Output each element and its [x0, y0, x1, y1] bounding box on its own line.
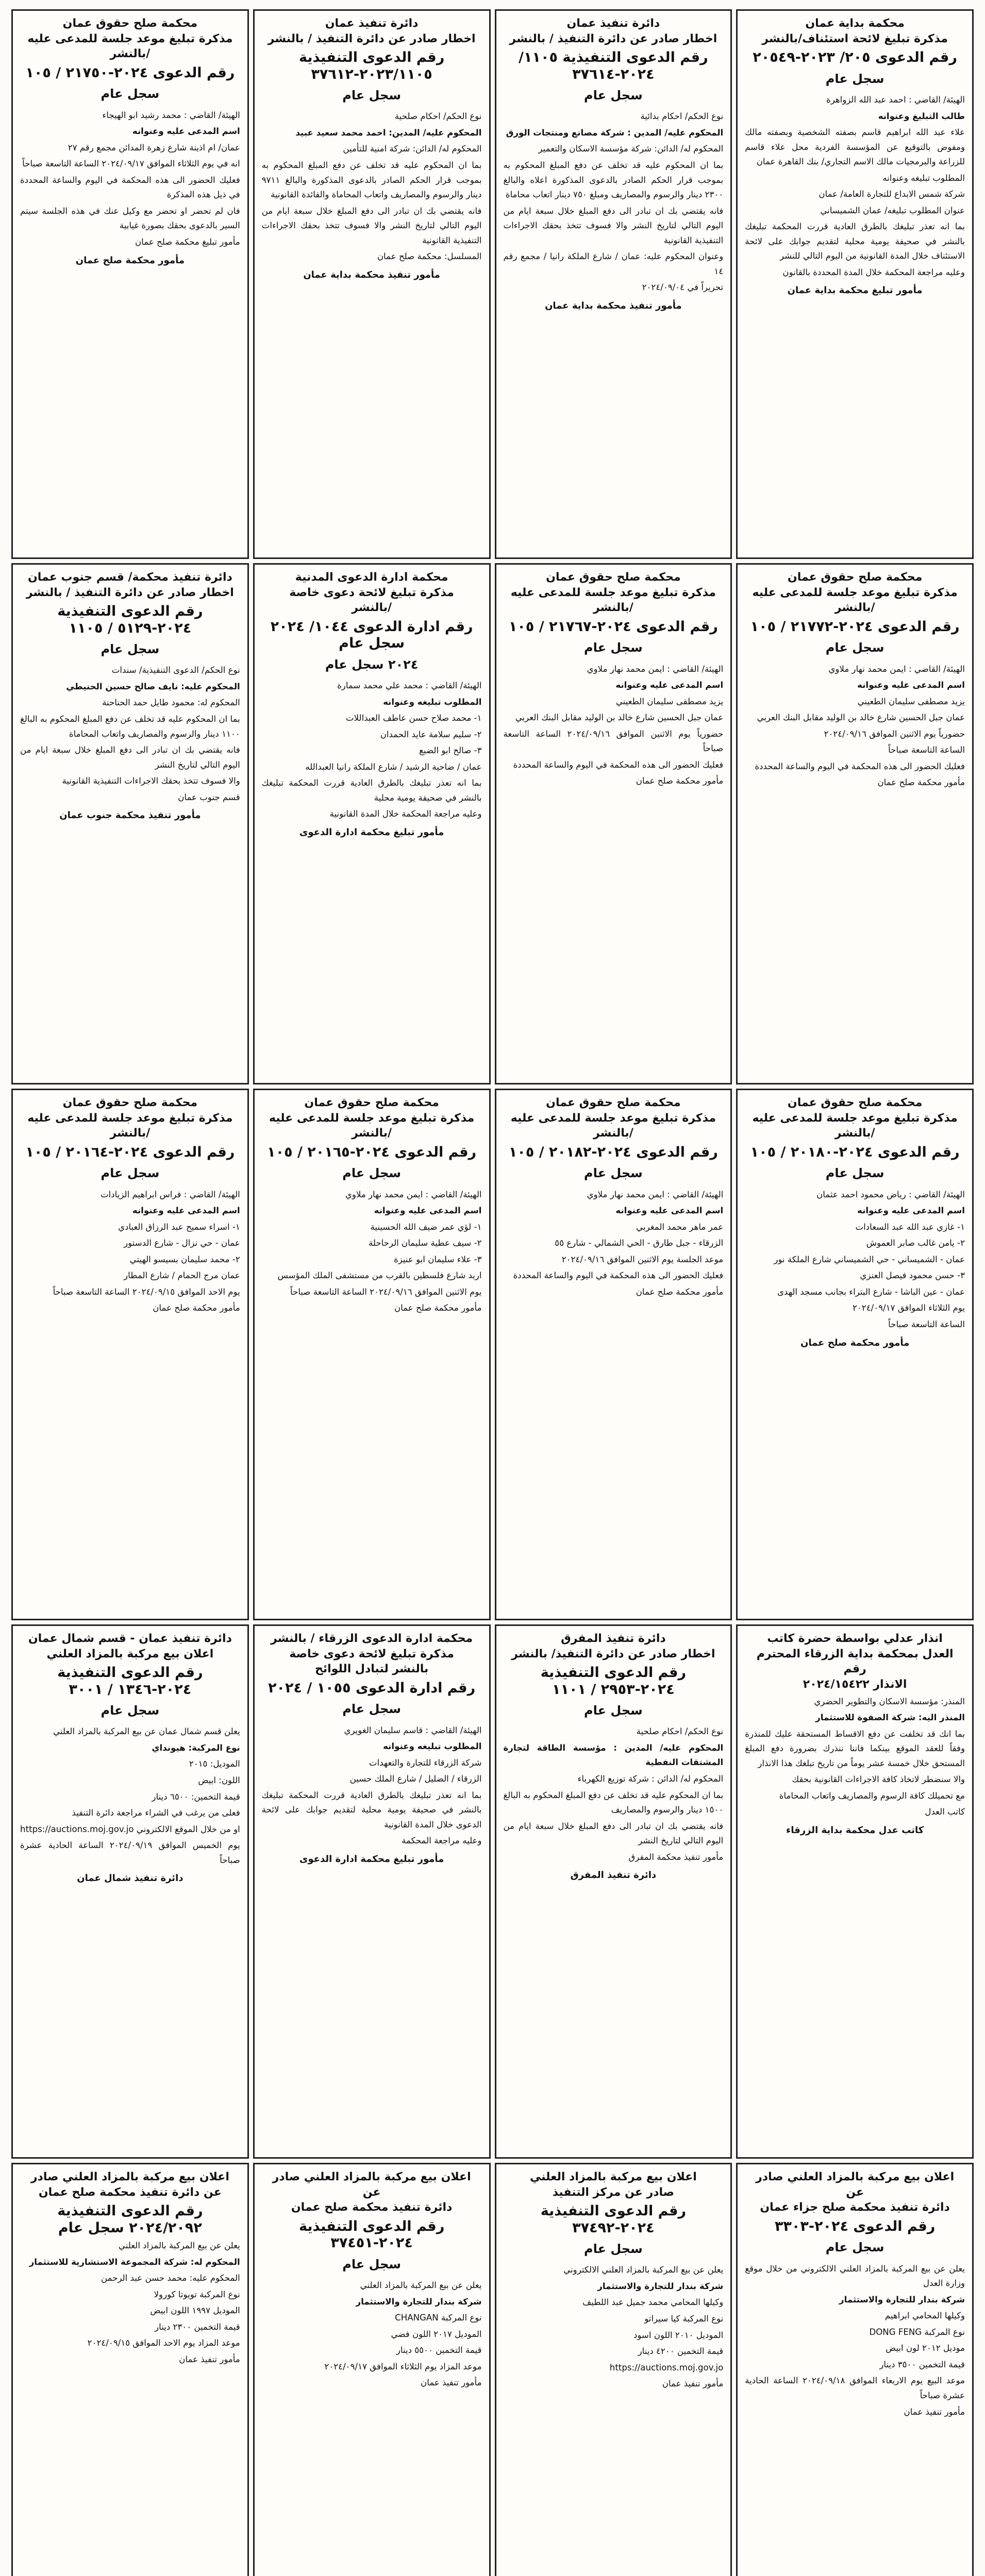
notice-heading-line: مذكرة تبليغ موعد جلسة للمدعى عليه [269, 1111, 475, 1125]
notice-paragraph: مأمور تبليغ محكمة صلح عمان [135, 236, 240, 247]
notice-heading-line: محكمة صلح حقوق عمان [787, 571, 923, 584]
notice-heading-line: مذكرة تبليغ موعد جلسة للمدعى عليه [27, 1111, 233, 1125]
notice-paragraph: عمر ماهر محمد المغربي [636, 1222, 724, 1232]
notice-heading-line: اخطار صادر عن دائرة التنفيذ/ بالنشر [511, 1647, 715, 1660]
notice-paragraph: اسم المدعى عليه وعنوانه [132, 1206, 240, 1216]
case-number: رقم الدعوى التنفيذية ٢٠٢٤-٢٩٥٣ / ١١٠١ [540, 1665, 687, 1698]
notice-paragraph: فعليك الحضور الى هذه المحكمة في اليوم والساعة المحددة [513, 759, 724, 770]
notice-heading [20, 1095, 240, 1141]
notice-heading [20, 1631, 240, 1662]
notice-heading [262, 1095, 482, 1141]
notice-paragraph: مأمور تنفيذ عمان [904, 2406, 965, 2417]
legal-notice [11, 2163, 249, 2576]
case-number: رقم الدعوى التنفيذية ١١٠٥/ ٢٠٢٤-٣٧٦١٤ [519, 49, 708, 82]
notice-paragraph: المسلسل: محكمة صلح عمان [377, 251, 482, 262]
notice-paragraph: يوم الثلاثاء الموافق ٢٠٢٤/٠٩/١٧ [852, 1303, 965, 1313]
notice-heading-line: مذكرة تبليغ موعد جلسة للمدعى عليه [752, 586, 958, 599]
notice-paragraph: ١- لؤي عمر ضيف الله الحسينية [370, 1222, 482, 1232]
notice-paragraph: حضورياً يوم الاثنين الموافق ٢٠٢٤/٠٩/١٦ [824, 728, 965, 739]
notice-paragraph: بما انه تعذر تبليغك بالطرق العادية قررت المحكمة تبليغك بالنشر في صحيفة يومية محلية لتقديم جوابك على لائحة الدعوى خلال المدة القانونية [261, 1790, 482, 1829]
notice-paragraph: نوع الحكم/ احكام بدائية [640, 111, 724, 122]
notice-signature: مأمور محكمة صلح عمان [800, 1337, 910, 1348]
notice-paragraph: المحكوم عليه: نايف صالح حسين الحنيطي [66, 681, 240, 691]
notice-paragraph: ٢- سليم سلامة عايد الحمدان [380, 729, 482, 739]
notice-heading [745, 16, 965, 46]
notice-paragraph: مأمور تنفيذ محكمة المفرق [628, 1852, 724, 1862]
case-number: رقم الدعوى ٢٠٥/ ٢٠٢٣-٢٠٥٤٩ [753, 49, 957, 66]
notice-signature: مأمور تنفيذ محكمة بداية عمان [545, 300, 682, 311]
notice-paragraph: وعنوان المحكوم عليه: عمان / شارع الملكة رانيا / مجمع رقم ١٤ [503, 251, 724, 276]
legal-notice [11, 563, 249, 1084]
notice-paragraph: الهيئة/ القاضي : قاسم سليمان الغويري [344, 1725, 482, 1735]
notice-paragraph: عمان مرج الحمام / شارع المطار [124, 1270, 240, 1281]
registry-label: سجل عام [584, 88, 643, 103]
notice-paragraph: اسم المدعى عليه وعنوانه [615, 680, 724, 690]
notice-paragraph: ٢- محمد سليمان بسيسو الهيتي [129, 1254, 240, 1264]
notice-heading-line: /بالنشر [593, 1127, 633, 1140]
notice-signature: مأمور تبليغ محكمة بداية عمان [787, 285, 923, 296]
notice-paragraph: شركة الزرقاء للتجارة والتعهدات [369, 1757, 482, 1768]
notice-paragraph: يزيد مصطفى سليمان الطعيني [615, 696, 724, 706]
notice-paragraph: وعليه مراجعة المحكمة خلال المدة القانونية [329, 809, 482, 819]
notice-paragraph: الهيئة/ القاضي : ايمن محمد نهار ملاوي [587, 1189, 724, 1199]
registry-label: سجل عام [101, 1703, 160, 1718]
notice-heading-line: عن دائرة تنفيذ محكمة صلح عمان [38, 2185, 222, 2199]
notice-heading-line: /بالنشر [110, 47, 151, 61]
notice-paragraph: والا سنضطر لاتخاذ كافة الاجراءات القانونية بحقك [792, 1774, 965, 1785]
notice-heading [20, 16, 240, 62]
notice-paragraph: ٣- علاء سليمان ابو عنيزة [394, 1254, 482, 1264]
notice-paragraph: مأمور تنفيذ عمان [662, 2379, 724, 2389]
notice-paragraph: قيمة التخمين ٤٢٠٠ دينار [638, 2346, 724, 2357]
notice-paragraph: وكيلها المحامي محمد جميل عبد اللطيف [582, 2297, 724, 2308]
notice-paragraph: فعلى من يرغب في الشراء مراجعة دائرة التنفيذ [72, 1808, 240, 1818]
notice-paragraph: فان لم تحضر او تحضر مع وكيل عنك في هذه الجلسة سيتم السير بالدعوى بحقك بصورة غيابية [20, 206, 240, 231]
notice-paragraph: مأمور محكمة صلح عمان [153, 1303, 240, 1313]
notice-paragraph: يوم الاثنين الموافق ٢٠٢٤/٠٩/١٦ الساعة التاسعة صباحاً [290, 1286, 482, 1297]
notice-paragraph: موعد المزاد يوم الثلاثاء الموافق ٢٠٢٤/٠٩/١٧ [324, 2361, 482, 2371]
notice-heading-line: مذكرة تبليغ موعد جلسة للمدعى عليه [510, 586, 716, 599]
notice-heading [745, 2170, 965, 2215]
notice-paragraph: ٣- صالح ابو الضبع [419, 745, 482, 756]
notice-heading-line: العدل بمحكمة بداية الزرقاء المحترم رقم [756, 1647, 954, 1676]
notice-paragraph: يعلن عن بيع المركبة بالمزاد العلني [360, 2280, 482, 2291]
notice-paragraph: عنوان المطلوب تبليغه/ عمان الشميساني [820, 205, 965, 215]
legal-notice [253, 9, 491, 559]
notice-paragraph: المحكوم عليه: محمد حسن عبد الرحمن [101, 2273, 240, 2283]
notice-paragraph: ٢- يامن غالب صابر العموش [866, 1238, 965, 1248]
registry-label: سجل عام [342, 1702, 401, 1717]
notice-paragraph: او من خلال الموقع الالكتروني https://auctions.moj.gov.jo [20, 1824, 240, 1834]
notice-paragraph: نوع المركبة تويوتا كورولا [154, 2289, 240, 2299]
notice-paragraph: قسم جنوب عمان [178, 792, 240, 802]
legal-notice [253, 1089, 491, 1620]
notice-heading [20, 570, 240, 600]
notice-signature: دائرة تنفيذ المفرق [570, 1870, 657, 1881]
notice-paragraph: المحكوم عليه/ المدين: احمد محمد سعيد عبيد [295, 127, 482, 138]
notice-paragraph: موعد المزاد يوم الاحد الموافق ٢٠٢٤/٠٩/١٥ [87, 2338, 240, 2348]
notice-paragraph: مأمور تنفيذ عمان [421, 2378, 482, 2388]
notice-paragraph: قيمة التخمين: ٦٥٠٠ دينار [152, 1791, 240, 1802]
notice-paragraph: يعلن قسم شمال عمان عن بيع المركبة بالمزاد العلني [53, 1726, 240, 1737]
notice-paragraph: ٢- سيف عطية سليمان الرحاحلة [368, 1238, 482, 1248]
notice-paragraph: مأمور محكمة صلح عمان [636, 776, 724, 786]
notice-paragraph: يوم الخميس الموافق ٢٠٢٤/٠٩/١٩ الساعة الحادية عشرة صباحاً [20, 1840, 240, 1865]
notice-heading [262, 1631, 482, 1677]
registry-label: سجل عام [342, 88, 401, 103]
notice-paragraph: الزرقاء - جبل طارق - الحي الشمالي - شارع ٥٥ [555, 1238, 724, 1248]
legal-notice [253, 563, 491, 1084]
case-number: رقم الدعوى التنفيذية ٢٠٢٣/١١٠٥-٣٧٦١٢ [298, 49, 445, 82]
notice-heading-line: /بالنشر [834, 601, 875, 615]
case-number: رقم الدعوى ٢٠٢٤-٢٠١٦٥ / ١٠٥ [267, 1144, 477, 1161]
notice-heading [262, 16, 482, 46]
notice-heading-line: بالنشر لتبادل اللوائح [315, 1663, 429, 1676]
registry-label: سجل عام [584, 1703, 643, 1718]
notice-paragraph: مع تحميلك كافة الرسوم والمصاريف واتعاب المحاماة [779, 1790, 965, 1801]
notice-heading-line: دائرة تنفيذ عمان [325, 17, 419, 30]
notice-paragraph: بما انه تعذر تبليغك بالطرق العادية قررت المحكمة تبليغك بالنشر في صحيفة يومية محلية لتقديم جوابك على لائحة الاستئناف خلال المدة القانونية من اليوم التالي للنشر [745, 222, 965, 261]
notice-heading [504, 1631, 724, 1662]
notice-paragraph: ١- غازي عبد الله عبد السعادات [855, 1222, 965, 1232]
notice-paragraph: تحريراً في ٢٠٢٤/٠٩/٠٤ [642, 282, 724, 293]
notice-heading-line: الانذار ٢٠٢٤/١٥٤٢٢ [803, 1678, 907, 1691]
notice-paragraph: الهيئة/ القاضي : فراس ابراهيم الزيادات [101, 1189, 240, 1199]
notice-paragraph: المحكوم له/ الدائن: شركة امنية للتأمين [343, 144, 482, 154]
notice-paragraph: شركة بندار للتجارة والاستثمار [356, 2296, 482, 2307]
registry-label: سجل عام [584, 1166, 643, 1181]
notice-heading [262, 570, 482, 616]
notice-paragraph: نوع المركبة CHANGAN [395, 2313, 482, 2323]
registry-label: سجل عام [584, 2242, 643, 2257]
case-number: رقم الدعوى التنفيذية ٢٠٢٤-٥١٢٩ / ١١٠٥ [57, 603, 203, 636]
notice-heading-line: مذكرة تبليغ موعد جلسة للمدعى عليه [27, 32, 233, 45]
legal-notice [11, 9, 249, 559]
notice-signature: مأمور تبليغ محكمة ادارة الدعوى [299, 826, 444, 838]
notice-paragraph: اللون: ابيض [198, 1775, 240, 1786]
notice-paragraph: المحكوم عليه/ المدين : شركة مصانع ومنتجات الورق [506, 127, 724, 138]
notice-paragraph: بما انك قد تخلفت عن دفع الاقساط المستحقة عليك للمنذرة وفقاً للعقد الموقع بينكما فاننا ننذرك بضرورة دفع المبلغ المستحق خلال خمسة عشر يوماً من تاريخ تبلغك هذا الانذار [745, 1728, 965, 1768]
notice-paragraph: قيمة التخمين ٥٥٠٠ دينار [396, 2345, 482, 2355]
notice-signature: مأمور تبليغ محكمة ادارة الدعوى [299, 1853, 444, 1865]
notice-paragraph: وعليه مراجعة المحكمة خلال المدة المحددة بالقانون [782, 267, 965, 277]
notice-paragraph: علاء عبد الله ابراهيم قاسم بصفته الشخصية وبصفته مالك ومفوض بالتوقيع عن المؤسسة الفردية محل علاء قاسم للزراعة والبرمجيات مالك الاسم التجاري/ بنك القاهرة عمان [745, 127, 965, 167]
case-number: رقم الدعوى ٢٠٢٤-٢٠١٦٤ / ١٠٥ [25, 1144, 235, 1161]
registry-label: ٢٠٢٤ سجل عام [325, 657, 419, 672]
notice-heading-line: محكمة صلح حقوق عمان [787, 1096, 923, 1109]
notice-paragraph: المحكوم عليه/ المدين : مؤسسة الطاقة لتجارة المشتقات النفطية [503, 1742, 724, 1768]
notice-paragraph: نوع الحكم/ احكام صلحية [394, 111, 482, 122]
notice-heading-line: دائرة تنفيذ عمان [566, 17, 660, 30]
notice-heading-line: /بالنشر [110, 1127, 151, 1140]
registry-label: سجل عام [101, 87, 160, 101]
notice-heading-line: اخطار صادر عن دائرة التنفيذ / بالنشر [268, 32, 476, 45]
notice-paragraph: فانه يقتضي بك ان تبادر الى دفع المبلغ خلال سبعة ايام من اليوم التالي لتاريخ النشر والا فسوف تتخذ بحقك الاجراءات التنفيذية القانونية [503, 206, 724, 245]
notice-paragraph: الزرقاء / الضليل / شارع الملك حسين [349, 1774, 482, 1784]
notice-paragraph: ٣- حسن محمود فيصل العنزي [860, 1270, 965, 1281]
notice-paragraph: وكيلها المحامي ابراهيم [884, 2311, 965, 2321]
legal-notice [253, 1624, 491, 2159]
notice-paragraph: فانه يقتضي بك ان تبادر الى دفع المبلغ خلال سبعة ايام من اليوم التالي لتاريخ النشر [503, 1821, 724, 1846]
notice-paragraph: نوع المركبة: هيونداي [152, 1742, 240, 1753]
notice-paragraph: مأمور محكمة صلح عمان [636, 1286, 724, 1297]
notice-heading-line: دائرة تنفيذ المفرق [561, 1632, 666, 1645]
notice-paragraph: المحكوم له/ الدائن: شركة مؤسسة الاسكان والتعمير [538, 144, 724, 154]
case-number: رقم الدعوى ٢٠٢٤-٢١٧٧٢ / ١٠٥ [750, 619, 960, 635]
notice-signature: مأمور محكمة صلح عمان [75, 255, 185, 266]
notice-heading-line: محكمة بداية عمان [805, 17, 905, 30]
notice-paragraph: والا فسوف تتخذ بحقك الاجراءات التنفيذية القانونية [62, 776, 240, 786]
notice-paragraph: فعليك الحضور الى هذه المحكمة في اليوم والساعة المحددة [755, 761, 965, 771]
notice-paragraph: حضورياً يوم الاثنين الموافق ٢٠٢٤/٠٩/١٦ الساعة التاسعة صباحاً [503, 728, 724, 754]
case-number: رقم الدعوى التنفيذية ٢٠٢٤-٣٧٤٥١ [298, 2218, 445, 2251]
legal-notice [495, 1624, 732, 2159]
notice-heading-line: محكمة صلح حقوق عمان [62, 17, 198, 30]
notice-heading-line: مذكرة تبليغ لائحة دعوى خاصة [289, 1647, 454, 1660]
notice-heading-line: مذكرة تبليغ موعد جلسة للمدعى عليه [752, 1111, 958, 1125]
notice-heading-line: مذكرة تبليغ لائحة دعوى خاصة [289, 586, 454, 599]
notice-paragraph: شركة بندار للتجارة والاستثمار [839, 2294, 965, 2304]
notice-heading-line: محكمة صلح حقوق عمان [62, 1096, 198, 1109]
notice-paragraph: موديل ٢٠١٢ لون ابيض [886, 2343, 965, 2353]
notice-paragraph: الموديل ٢٠١٠ اللون اسود [633, 2330, 724, 2340]
notice-paragraph: مأمور محكمة صلح عمان [394, 1303, 482, 1313]
notice-paragraph: عمان / ضاحية الرشيد / شارع الملكة رانيا العبدالله [305, 761, 482, 772]
notice-paragraph: مأمور محكمة صلح عمان [877, 777, 965, 788]
registry-label: سجل عام [825, 1166, 884, 1181]
notice-paragraph: فانه يقتضي بك ان تبادر الى دفع المبلغ خلال سبعة ايام من اليوم التالي لتاريخ النشر والا فسوف تتخذ بحقك الاجراءات التنفيذية القانونية [261, 206, 482, 245]
notice-signature: مأمور تنفيذ محكمة جنوب عمان [59, 810, 201, 821]
notice-heading-line: /بالنشر [593, 601, 633, 615]
notice-heading-line: محكمة صلح حقوق عمان [546, 571, 681, 584]
case-number: رقم الدعوى ٢٠٢٤-٢٠١٨٢ / ١٠٥ [508, 1144, 718, 1161]
notice-heading-line: اخطار صادر عن دائرة التنفيذ / بالنشر [26, 586, 234, 599]
notice-paragraph: عمان جبل الحسين شارع خالد بن الوليد مقابل البنك العربي [515, 713, 724, 723]
notice-paragraph: الموديل ٢٠١٧ اللون فضي [391, 2329, 482, 2339]
notice-heading-line: انذار عدلي بواسطة حضرة كاتب [767, 1632, 943, 1645]
notice-heading-line: محكمة ادارة الدعوى الزرقاء / بالنشر [271, 1632, 473, 1645]
legal-notice [495, 1089, 732, 1620]
notice-heading-line: اعلان بيع مركبة بالمزاد العلني صادر [30, 2171, 229, 2183]
notice-paragraph: بما ان المحكوم عليه قد تخلف عن دفع المبلغ المحكوم به بموجب قرار الحكم الصادر بالدعوى المذكورة والبالغ ٩٧١١ دينار والرسوم والمصاريف واتعاب المحاماة والفائدة القانونية [261, 160, 482, 200]
notice-heading-line: صادر عن مركز التنفيذ [552, 2185, 675, 2199]
notice-paragraph: اربد شارع فلسطين بالقرب من مستشفى الملك المؤسس [277, 1270, 482, 1281]
notices-grid [9, 7, 976, 2576]
case-number: رقم الدعوى التنفيذية ٢٠٢٤/٢٠٩٢ سجل عام [57, 2203, 203, 2236]
notice-paragraph: المحكوم له/ الدائن : شركة توزيع الكهرباء [577, 1774, 724, 1784]
notice-heading-line: مذكرة تبليغ لائحة استئناف/بالنشر [762, 32, 948, 45]
registry-label: سجل عام [584, 640, 643, 655]
legal-notice [495, 563, 732, 1084]
case-number: رقم الدعوى ٢٠٢٤-٢١٧٥٠ / ١٠٥ [25, 65, 235, 81]
notice-paragraph: شركة بندار للتجارة والاستثمار [597, 2281, 724, 2291]
legal-notice [736, 9, 974, 559]
notice-heading-line: اعلان بيع مركبة بالمزاد العلني [46, 1647, 214, 1660]
notice-paragraph: اسم المدعى عليه وعنوانه [857, 1206, 965, 1216]
registry-label: سجل عام [825, 2240, 884, 2255]
legal-notice [11, 1624, 249, 2159]
notice-heading-line: اعلان بيع مركبة بالمزاد العلني صادر عن [272, 2171, 471, 2199]
notice-heading [504, 16, 724, 46]
notice-paragraph: يعلن عن بيع المركبة بالمزاد العلني الالكتروني [563, 2265, 724, 2275]
registry-label: سجل عام [101, 1166, 160, 1181]
notice-heading-line: محكمة ادارة الدعوى المدنية [295, 571, 448, 584]
notice-paragraph: ١- محمد صلاح حسن عاطف العبداللات [346, 713, 482, 723]
notice-paragraph: نوع المركبة كيا سيراتو [644, 2314, 724, 2324]
notice-heading [20, 2170, 240, 2200]
case-number: رقم الدعوى ٢٠٢٤-٣٣٠٣ [774, 2218, 936, 2235]
notice-paragraph: يوم الاحد الموافق ٢٠٢٤/٠٩/١٥ الساعة التاسعة صباحاً [53, 1286, 240, 1297]
registry-label: سجل عام [825, 71, 884, 86]
notice-heading-line: دائرة تنفيذ عمان - قسم شمال عمان [28, 1632, 232, 1645]
notice-paragraph: عمان/ ام اذينة شارع زهرة المدائن مجمع رقم ٢٧ [68, 142, 240, 152]
notice-paragraph: الهيئة/ القاضي : محمد علي محمد سمارة [337, 681, 482, 691]
notice-paragraph: موعد البيع يوم الاربعاء الموافق ٢٠٢٤/٠٩/١٨ الساعة الحادية عشرة صباحاً [745, 2376, 965, 2400]
notice-paragraph: المطلوب تبليغه وعنوانه [882, 173, 965, 183]
notice-heading-line: اعلان بيع مركبة بالمزاد العلني [529, 2171, 697, 2183]
notice-heading [745, 1095, 965, 1141]
notice-paragraph: اسم المدعى عليه وعنوانه [857, 680, 965, 690]
notice-paragraph: الهيئة/ القاضي : ايمن محمد نهار ملاوي [345, 1189, 482, 1199]
notice-paragraph: طالب التبليغ وعنوانه [878, 111, 965, 121]
registry-label: سجل عام [825, 640, 884, 655]
legal-notice [736, 2163, 974, 2576]
legal-notice [736, 1089, 974, 1620]
notice-signature: مأمور تنفيذ محكمة بداية عمان [303, 269, 440, 280]
notice-paragraph: موعد الجلسة يوم الاثنين الموافق ٢٠٢٤/٠٩/١٦ [561, 1254, 724, 1264]
notice-paragraph: الهيئة/ القاضي : احمد عبد الله الزواهرة [826, 95, 965, 105]
notice-paragraph: قيمة التخمين ٣٥٠٠ دينار [879, 2359, 965, 2369]
notice-paragraph: يعلن عن بيع المركبة بالمزاد العلني [118, 2241, 240, 2251]
legal-notice [11, 1089, 249, 1620]
notice-paragraph: الساعة التاسعة صباحاً [888, 1319, 965, 1329]
notice-heading-line: اعلان بيع مركبة بالمزاد العلني صادر عن [756, 2171, 955, 2199]
notice-heading [262, 2170, 482, 2215]
notice-paragraph: المنذر اليه: شركة الصفوة للاستثمار [815, 1713, 965, 1723]
notice-heading-line: محكمة صلح حقوق عمان [546, 1096, 681, 1109]
notice-paragraph: بما ان المحكوم عليه قد تخلف عن دفع المبلغ المحكوم به البالغ ١٥٠٠ دينار والرسوم والمصاريف [503, 1790, 724, 1815]
notice-paragraph: يزيد مصطفى سليمان الطعيني [857, 696, 965, 706]
notice-paragraph: الهيئة/ القاضي : ايمن محمد نهار ملاوي [587, 664, 724, 674]
notice-heading-line: دائرة تنفيذ محكمة صلح جزاء عمان [760, 2201, 950, 2214]
case-number: رقم ادارة الدعوى ١٠٤٤/ ٢٠٢٤ سجل عام [270, 619, 473, 652]
notice-paragraph: المطلوب تبليغه وعنوانه [383, 1741, 482, 1752]
notice-paragraph: بما انه تعذر تبليغك بالطرق العادية قررت المحكمة تبليغك بالنشر في صحيفة يومية محلية [261, 778, 482, 803]
notice-heading-line: /بالنشر [352, 601, 392, 615]
notice-paragraph: الساعة التاسعة صباحاً [888, 745, 965, 755]
notice-paragraph: قيمة التخمين ٢٣٠٠ دينار [155, 2321, 240, 2332]
notice-paragraph: فانه يقتضي بك ان تبادر الى دفع المبلغ خلال سبعة ايام من اليوم التالي لتاريخ النشر [20, 745, 240, 770]
notice-paragraph: عمان - الشميساني - حي الشميساني شارع الملكة نور [774, 1254, 965, 1264]
notice-paragraph: يعلن عن بيع المركبة بالمزاد العلني الالكتروني من خلال موقع وزارة العدل [745, 2263, 965, 2289]
notice-heading-line: /بالنشر [834, 1127, 875, 1140]
notice-paragraph: شركة شمس الابداع للتجارة العامة/ عمان [819, 189, 965, 199]
notice-paragraph: المنذر: مؤسسة الاسكان والتطوير الحضري [814, 1696, 965, 1706]
notice-paragraph: فعليك الحضور الى هذه المحكمة في اليوم والساعة المحددة في ذيل هذه المذكرة [20, 175, 240, 200]
registry-label: سجل عام [342, 1166, 401, 1181]
legal-notice [736, 1624, 974, 2159]
notice-heading [504, 1095, 724, 1141]
legal-notice [253, 2163, 491, 2576]
notice-paragraph: اسم المدعى عليه وعنوانه [374, 1206, 482, 1216]
case-number: رقم الدعوى ٢٠٢٤-٢١٧٦٧ / ١٠٥ [508, 619, 718, 635]
notice-paragraph: الهيئة/ القاضي : رياض محمود احمد عثمان [816, 1189, 965, 1199]
notice-paragraph: الموديل: ٢٠١٥ [189, 1759, 240, 1769]
notice-paragraph: عمان جبل الحسين شارع خالد بن الوليد مقابل البنك العربي [757, 713, 965, 723]
notice-paragraph: الهيئة/ القاضي : ايمن محمد نهار ملاوي [828, 664, 965, 674]
legal-notice [495, 2163, 732, 2576]
notice-heading-line: /بالنشر [352, 1127, 392, 1140]
case-number: رقم الدعوى التنفيذية ٢٠٢٤-٣٧٤٩٢ [540, 2203, 687, 2236]
notice-heading-line: محكمة صلح حقوق عمان [304, 1096, 439, 1109]
notice-signature: دائرة تنفيذ شمال عمان [77, 1873, 183, 1884]
notice-paragraph: مأمور تنفيذ عمان [179, 2354, 240, 2364]
registry-label: سجل عام [101, 642, 160, 657]
notice-paragraph: نوع الحكم/ الدعوى التنفيذية/ سندات [111, 665, 240, 675]
notice-heading-line: دائرة تنفيذ محكمة/ قسم جنوب عمان [27, 571, 232, 584]
notice-paragraph: https://auctions.moj.gov.jo [609, 2362, 724, 2372]
notice-paragraph: ١- اسراء سميح عبد الرزاق العبادي [118, 1222, 240, 1232]
case-number: رقم ادارة الدعوى ١٠٥٥ / ٢٠٢٤ [268, 1680, 476, 1697]
notice-heading-line: مذكرة تبليغ موعد جلسة للمدعى عليه [510, 1111, 716, 1125]
notice-paragraph: الموديل ١٩٩٧ اللون ابيض [150, 2306, 240, 2316]
legal-notice [736, 563, 974, 1084]
notice-heading [745, 1631, 965, 1692]
notice-paragraph: الهيئة/ القاضي : محمد رشيد ابو الهيجاء [102, 110, 240, 120]
notice-paragraph: عمان - حي نزال - شارع الدستور [124, 1238, 240, 1248]
case-number: رقم الدعوى ٢٠٢٤-٢٠١٨٠ / ١٠٥ [750, 1144, 960, 1161]
notice-paragraph: اسم المدعى عليه وعنوانه [615, 1206, 724, 1216]
notice-paragraph: فعليك الحضور الى هذه المحكمة في اليوم والساعة المحددة [513, 1270, 724, 1281]
notice-heading [504, 570, 724, 616]
notice-heading-line: دائرة تنفيذ محكمة صلح عمان [291, 2201, 453, 2214]
case-number: رقم الدعوى التنفيذية ٢٠٢٤-١٣٤٦ / ٣٠٠١ [57, 1665, 203, 1698]
notice-paragraph: بما ان المحكوم عليه قد تخلف عن دفع المبلغ المحكوم به البالغ ١١٠٠ دينار والرسوم والمصاريف واتعاب المحاماة [20, 714, 240, 739]
notice-heading [504, 2170, 724, 2200]
notice-paragraph: نوع المركبة DONG FENG [869, 2327, 965, 2337]
notice-paragraph: عمان - عين الباشا - شارع البتراء بجانب مسجد الهدى [777, 1286, 965, 1297]
notice-paragraph: كاتب العدل [925, 1807, 965, 1817]
notice-paragraph: نوع الحكم/ احكام صلحية [636, 1726, 724, 1737]
legal-notice [495, 9, 732, 559]
notice-paragraph: انه في يوم الثلاثاء الموافق ٢٠٢٤/٠٩/١٧ الساعة التاسعة صباحاً [22, 159, 240, 169]
notice-paragraph: المحكوم له: شركة المجموعة الاستشارية للاستثمار [29, 2257, 240, 2267]
notice-paragraph: وعليه مراجعة المحكمة [402, 1836, 482, 1846]
notice-paragraph: المطلوب تبليغه وعنوانه [383, 697, 482, 707]
notice-signature: كاتب عدل محكمة بداية الزرقاء [786, 1825, 924, 1836]
notice-heading [745, 570, 965, 616]
notice-paragraph: اسم المدعى عليه وعنوانه [132, 126, 240, 137]
registry-label: سجل عام [342, 2257, 401, 2272]
notice-heading-line: اخطار صادر عن دائرة التنفيذ / بالنشر [509, 32, 717, 45]
notice-paragraph: المحكوم له: محمود طايل حمد الحناحنة [102, 698, 240, 708]
notice-paragraph: بما ان المحكوم عليه قد تخلف عن دفع المبلغ المحكوم به بموجب قرار الحكم الصادر بالدعوى المذكورة اعلاه والبالغ ٢٣٠٠ دينار والرسوم والمصاريف ومبلغ ٧٥٠ دينار اتعاب محاماة [503, 160, 724, 200]
